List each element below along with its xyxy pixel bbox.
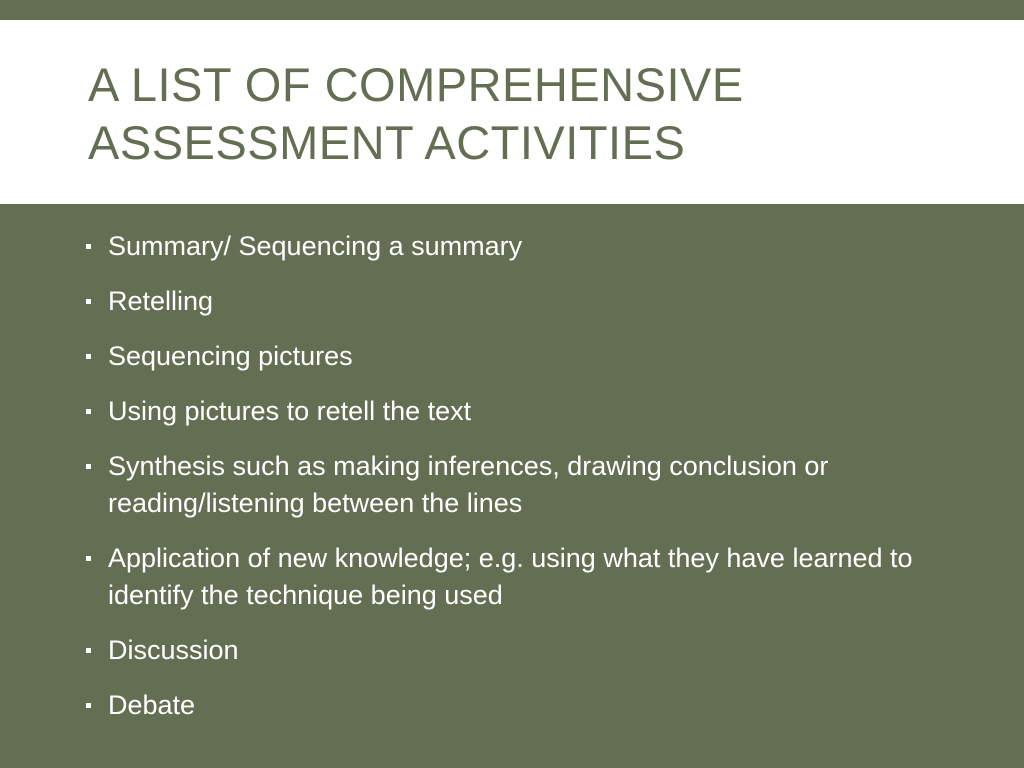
- bullet-text: Retelling: [108, 286, 214, 316]
- bullet-text: Summary/ Sequencing a summary: [108, 231, 523, 261]
- bullet-item: [86, 448, 936, 522]
- bullet-square-icon: [86, 354, 91, 359]
- bullet-text: Using pictures to retell the text: [108, 396, 472, 426]
- bullet-item: [86, 687, 936, 724]
- bullet-item: [86, 393, 936, 430]
- bullet-text: Discussion: [108, 635, 239, 665]
- bullet-text: Sequencing pictures: [108, 341, 353, 371]
- bullet-list: [86, 228, 936, 742]
- bullet-item: [86, 338, 936, 375]
- bullet-item: [86, 632, 936, 669]
- slide-title: A LIST OF COMPREHENSIVE ASSESSMENT ACTIVITIES: [88, 58, 744, 169]
- bullet-square-icon: [86, 703, 91, 708]
- bullet-item: [86, 283, 936, 320]
- bullet-square-icon: [86, 648, 91, 653]
- bullet-text: Debate: [108, 690, 196, 720]
- bullet-text: Application of new knowledge; e.g. using what they have learned to identify the technique being used: [108, 543, 913, 610]
- bullet-square-icon: [86, 409, 91, 414]
- bullet-square-icon: [86, 556, 91, 561]
- bullet-square-icon: [86, 299, 91, 304]
- bullet-square-icon: [86, 464, 91, 469]
- bullet-text: Synthesis such as making inferences, drawing conclusion or reading/listening between the lines: [108, 451, 829, 518]
- bullet-item: [86, 540, 936, 614]
- bullet-square-icon: [86, 244, 91, 249]
- bullet-item: [86, 228, 936, 265]
